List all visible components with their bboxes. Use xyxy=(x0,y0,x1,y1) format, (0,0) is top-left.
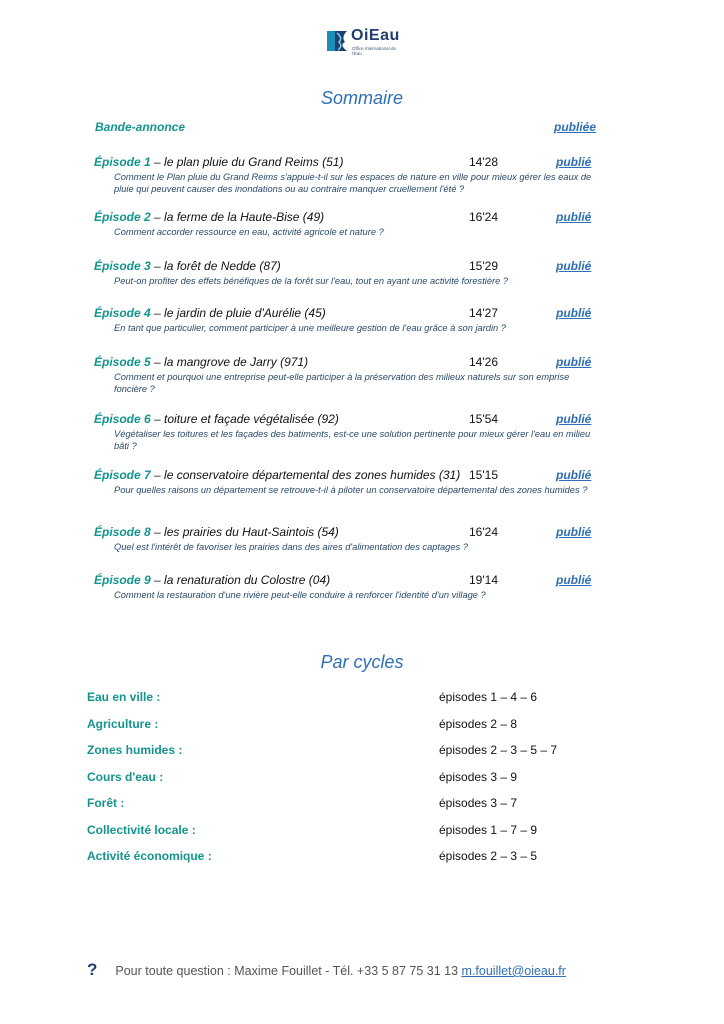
episode-title xyxy=(94,468,460,482)
episode-duration: 16'24 xyxy=(469,210,498,224)
episode-title xyxy=(94,155,343,169)
episode-name: – le plan pluie du Grand Reims (51) xyxy=(154,155,344,169)
cycle-row xyxy=(87,690,607,708)
contact-footer xyxy=(87,960,566,980)
episode-title xyxy=(94,210,324,224)
cycle-episodes: épisodes 2 – 3 – 5 – 7 xyxy=(439,743,558,757)
cycle-row xyxy=(87,717,607,735)
episode-duration: 19'14 xyxy=(469,573,498,587)
cycle-episodes: épisodes 2 – 8 xyxy=(439,716,518,731)
cycle-label: Eau en ville : xyxy=(87,690,161,704)
episode-item xyxy=(94,573,654,621)
cycle-episodes: épisodes 2 – 3 – 5 xyxy=(439,849,538,863)
episode-name: – toiture et façade végétalisée (92) xyxy=(154,412,339,426)
episode-duration: 15'29 xyxy=(469,259,498,273)
cycle-episodes: épisodes 1 – 4 – 6 xyxy=(439,690,538,704)
episode-description: Quel est l'intérêt de favoriser les prairies dans des aires d'alimentation des captages ? xyxy=(114,542,468,552)
cycle-label: Collectivité locale : xyxy=(87,822,196,837)
episode-description: Comment la restauration d'une rivière peut-elle conduire à renforcer l'identité d'un village ? xyxy=(114,590,486,600)
episode-title xyxy=(94,355,308,369)
trailer-label: Bande-annonce xyxy=(95,120,186,134)
episode-status-link[interactable]: publié xyxy=(556,468,592,482)
episode-number: Épisode 6 xyxy=(94,412,151,426)
episode-duration: 14'28 xyxy=(469,155,498,169)
episode-item xyxy=(94,155,654,203)
episode-title xyxy=(94,259,281,273)
episode-status-link[interactable]: publié xyxy=(556,155,592,169)
episode-description: En tant que particulier, comment participer à une meilleure gestion de l'eau grâce à son jardin ? xyxy=(114,323,506,333)
cycle-label: Activité économique : xyxy=(87,849,212,863)
episode-title xyxy=(94,412,339,426)
episode-item xyxy=(94,355,654,403)
episode-item xyxy=(94,412,654,460)
cycle-label: Agriculture : xyxy=(87,716,159,731)
contact-text: Pour toute question : Maxime Fouillet - Tél. +33 5 87 75 31 13 xyxy=(115,964,462,978)
episode-number: Épisode 8 xyxy=(94,525,151,539)
oieau-logo xyxy=(327,27,407,63)
episode-item xyxy=(94,306,654,354)
episode-number: Épisode 3 xyxy=(94,259,151,273)
cycle-row xyxy=(87,770,607,788)
episode-description: Pour quelles raisons un département se retrouve-t-il à piloter un conservatoire départemental des zones humides ? xyxy=(114,485,588,495)
episode-duration: 16'24 xyxy=(469,525,498,539)
episode-name: – la mangrove de Jarry (971) xyxy=(154,355,309,369)
episode-name: – le jardin de pluie d'Aurélie (45) xyxy=(154,306,326,320)
cycles-title: Par cycles xyxy=(320,652,404,672)
episode-duration: 14'26 xyxy=(469,355,498,369)
cycle-label: Cours d'eau : xyxy=(87,769,164,784)
episode-item xyxy=(94,259,654,307)
episode-number: Épisode 5 xyxy=(94,355,151,369)
episode-name: – les prairies du Haut-Saintois (54) xyxy=(154,525,339,539)
episode-description: Comment accorder ressource en eau, activité agricole et nature ? xyxy=(114,227,384,237)
episode-number: Épisode 1 xyxy=(94,155,151,169)
episode-description: Comment et pourquoi une entreprise peut-elle participer à la préservation des milieux naturels sur son emprise foncière ? xyxy=(114,372,570,394)
episode-number: Épisode 7 xyxy=(94,468,151,482)
logo-tagline: Office International de l'Eau xyxy=(352,46,396,56)
cycle-episodes: épisodes 3 – 9 xyxy=(439,769,518,784)
episode-duration: 14'27 xyxy=(469,306,498,320)
episode-description: Végétaliser les toitures et les façades des batiments, est-ce une solution pertinente pour mieux gérer l'eau en milieu bâti ? xyxy=(114,429,591,451)
question-icon: ? xyxy=(87,960,98,979)
episode-description: Peut-on profiter des effets bénéfiques de la forêt sur l'eau, tout en ayant une activité forestière ? xyxy=(114,276,509,286)
cycle-label: Zones humides : xyxy=(87,743,183,757)
sommaire-title: Sommaire xyxy=(320,88,404,108)
cycle-row xyxy=(87,743,607,761)
cycle-row xyxy=(87,823,607,841)
trailer-status-link[interactable]: publiée xyxy=(554,120,597,134)
episode-duration: 15'54 xyxy=(469,412,498,426)
episode-item xyxy=(94,525,654,573)
episode-number: Épisode 2 xyxy=(94,210,151,224)
episode-name: – la forêt de Nedde (87) xyxy=(154,259,281,273)
episode-status-link[interactable]: publié xyxy=(556,412,592,426)
episode-status-link[interactable]: publié xyxy=(556,259,592,273)
episode-description: Comment le Plan pluie du Grand Reims s'appuie-t-il sur les espaces de nature en ville pour mieux gérer les eaux de pluie qui peuvent causer des inondations ou au contraire manquer cruellement l'été ? xyxy=(114,172,592,194)
episode-item xyxy=(94,468,654,516)
logo-mark-icon xyxy=(327,29,349,53)
episode-name: – la renaturation du Colostre (04) xyxy=(154,573,331,587)
cycle-episodes: épisodes 3 – 7 xyxy=(439,796,518,810)
episode-title xyxy=(94,573,330,587)
cycle-label: Forêt : xyxy=(87,796,125,810)
episode-status-link[interactable]: publié xyxy=(556,355,592,369)
episode-title xyxy=(94,525,339,539)
cycle-row xyxy=(87,849,607,867)
logo-wordmark: OiEau xyxy=(351,27,400,44)
episode-name: – le conservatoire départemental des zones humides (31) xyxy=(154,468,461,482)
cycle-row xyxy=(87,796,607,814)
episode-status-link[interactable]: publié xyxy=(556,525,592,539)
contact-email-link[interactable]: m.fouillet@oieau.fr xyxy=(461,964,566,978)
episode-status-link[interactable]: publié xyxy=(556,573,592,587)
episode-title xyxy=(94,306,326,320)
episode-name: – la ferme de la Haute-Bise (49) xyxy=(154,210,325,224)
episode-number: Épisode 4 xyxy=(94,306,151,320)
episode-number: Épisode 9 xyxy=(94,573,151,587)
episode-duration: 15'15 xyxy=(469,468,498,482)
cycle-episodes: épisodes 1 – 7 – 9 xyxy=(439,822,538,837)
episode-item xyxy=(94,210,654,258)
episode-status-link[interactable]: publié xyxy=(556,210,592,224)
episode-status-link[interactable]: publié xyxy=(556,306,592,320)
